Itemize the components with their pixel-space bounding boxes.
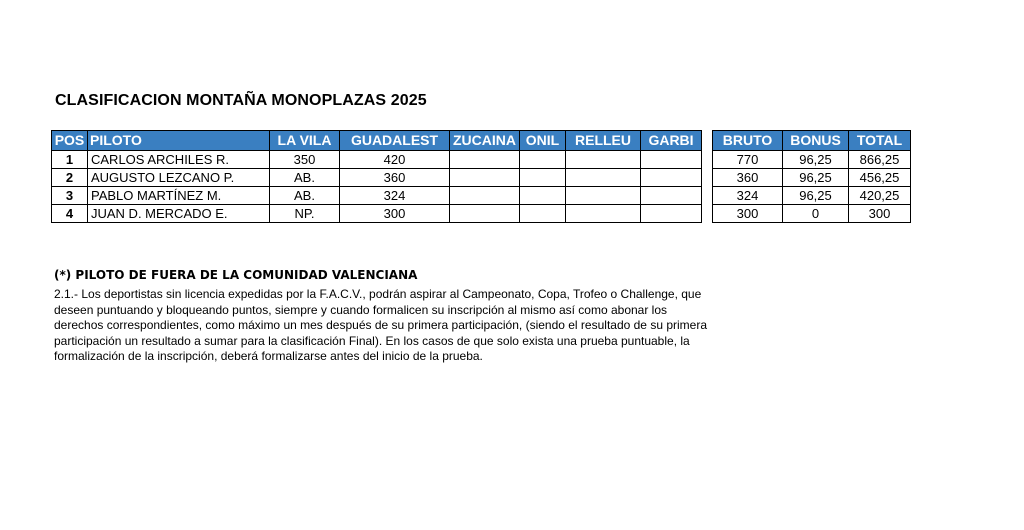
header-onil: ONIL — [520, 131, 566, 151]
cell-pos: 2 — [52, 169, 88, 187]
totals-header-row — [713, 131, 911, 151]
table-row — [713, 205, 911, 223]
cell-bonus: 96,25 — [783, 151, 849, 169]
cell-la-vila: AB. — [270, 169, 340, 187]
cell-onil — [520, 151, 566, 169]
header-pos: POS — [52, 131, 88, 151]
header-bonus: BONUS — [783, 131, 849, 151]
cell-bruto: 324 — [713, 187, 783, 205]
cell-guadalest: 360 — [340, 169, 450, 187]
cell-relleu — [566, 205, 641, 223]
cell-la-vila: AB. — [270, 187, 340, 205]
cell-relleu — [566, 151, 641, 169]
cell-zucaina — [450, 205, 520, 223]
table-row — [52, 205, 702, 223]
cell-la-vila: NP. — [270, 205, 340, 223]
results-table — [51, 130, 702, 223]
cell-guadalest: 420 — [340, 151, 450, 169]
cell-bruto: 770 — [713, 151, 783, 169]
note-title: (*) PILOTO DE FUERA DE LA COMUNIDAD VALENCIANA — [54, 268, 418, 282]
cell-pos: 4 — [52, 205, 88, 223]
note-line: formalización de la inscripción, deberá formalizarse antes del inicio de la prueba. — [54, 349, 483, 363]
table-row — [713, 187, 911, 205]
header-piloto: PILOTO — [88, 131, 270, 151]
cell-bonus: 96,25 — [783, 169, 849, 187]
table-row — [52, 151, 702, 169]
table-row — [52, 187, 702, 205]
cell-piloto: JUAN D. MERCADO E. — [88, 205, 270, 223]
cell-guadalest: 324 — [340, 187, 450, 205]
cell-total: 420,25 — [849, 187, 911, 205]
cell-onil — [520, 187, 566, 205]
table-row — [52, 169, 702, 187]
cell-relleu — [566, 169, 641, 187]
cell-garbi — [641, 187, 702, 205]
header-la-vila: LA VILA — [270, 131, 340, 151]
cell-total: 456,25 — [849, 169, 911, 187]
cell-piloto: AUGUSTO LEZCANO P. — [88, 169, 270, 187]
cell-total: 866,25 — [849, 151, 911, 169]
table-row — [713, 169, 911, 187]
cell-total: 300 — [849, 205, 911, 223]
note-line: derechos correspondientes, como máximo un mes después de su primera participación, (siendo el resultado de su primera — [54, 318, 707, 332]
cell-bruto: 360 — [713, 169, 783, 187]
cell-relleu — [566, 187, 641, 205]
note-body — [54, 287, 774, 365]
cell-guadalest: 300 — [340, 205, 450, 223]
cell-bruto: 300 — [713, 205, 783, 223]
cell-piloto: CARLOS ARCHILES R. — [88, 151, 270, 169]
cell-zucaina — [450, 187, 520, 205]
totals-table — [712, 130, 911, 223]
cell-zucaina — [450, 151, 520, 169]
header-bruto: BRUTO — [713, 131, 783, 151]
cell-garbi — [641, 205, 702, 223]
header-relleu: RELLEU — [566, 131, 641, 151]
header-total: TOTAL — [849, 131, 911, 151]
header-guadalest: GUADALEST — [340, 131, 450, 151]
table-row — [713, 151, 911, 169]
cell-bonus: 0 — [783, 205, 849, 223]
cell-la-vila: 350 — [270, 151, 340, 169]
note-line: 2.1.- Los deportistas sin licencia expedidas por la F.A.C.V., podrán aspirar al Campeonato, Copa, Trofeo o Challenge, que — [54, 287, 702, 301]
cell-pos: 1 — [52, 151, 88, 169]
cell-bonus: 96,25 — [783, 187, 849, 205]
note-line: deseen puntuando y bloqueando puntos, siempre y cuando formalicen su inscripción al mismo así como abonar los — [54, 302, 668, 317]
cell-onil — [520, 205, 566, 223]
cell-piloto: PABLO MARTÍNEZ M. — [88, 187, 270, 205]
cell-garbi — [641, 169, 702, 187]
cell-garbi — [641, 151, 702, 169]
cell-pos: 3 — [52, 187, 88, 205]
page-title: CLASIFICACION MONTAÑA MONOPLAZAS 2025 — [55, 92, 427, 109]
results-header-row — [52, 131, 702, 151]
cell-onil — [520, 169, 566, 187]
note-line: participación un resultado a sumar para la clasificación Final). En los casos de que solo exista una prueba puntuable, la — [54, 333, 690, 348]
cell-zucaina — [450, 169, 520, 187]
header-garbi: GARBI — [641, 131, 702, 151]
header-zucaina: ZUCAINA — [450, 131, 520, 151]
